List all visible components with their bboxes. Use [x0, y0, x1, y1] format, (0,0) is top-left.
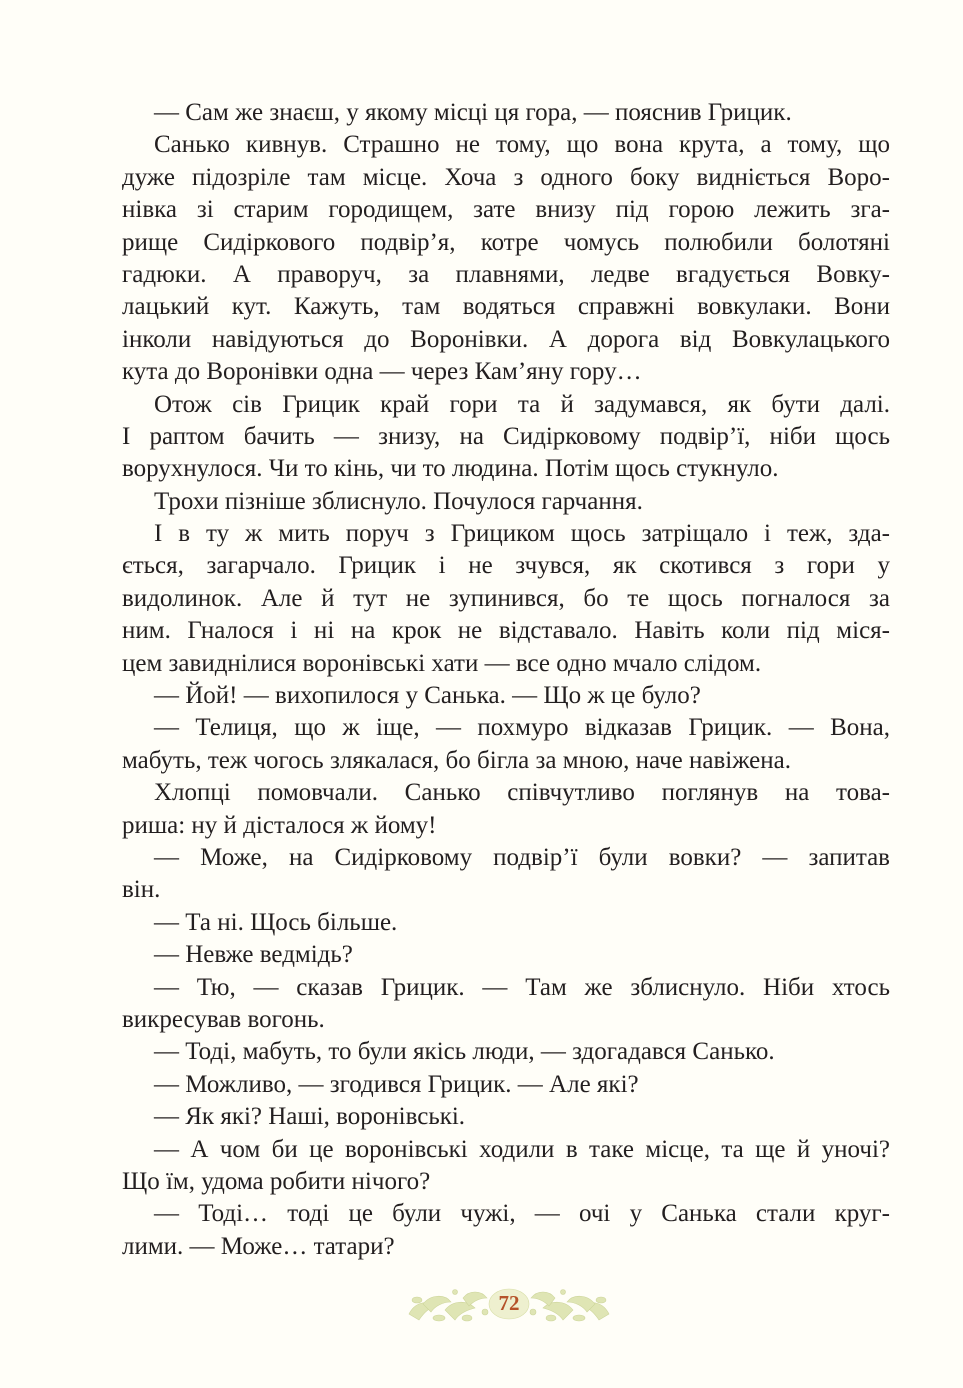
text-line: — Тоді… тоді це були чужі, — очі у Санька стали круг-	[154, 1200, 890, 1228]
text-line: дуже підозріле там місце. Хоча з одного боку видніється Воро-	[122, 163, 890, 191]
text-line: — А чом би це воронівські ходили в таке місце, та ще й уночі?	[154, 1135, 890, 1163]
text-line: рище Сидіркового подвір’я, котре чомусь полюбили болотяні	[122, 228, 890, 256]
text-line: — Та ні. Щось більше.	[154, 908, 398, 936]
text-line: інколи навідуються до Воронівки. А дорога від Вовкулацького	[122, 325, 890, 353]
text-line: цем завиднілися воронівські хати — все одно мчало слідом.	[122, 649, 762, 677]
text-line: Санько кивнув. Страшно не тому, що вона крута, а тому, що	[154, 131, 890, 159]
text-line: — Може, на Сидірковому подвір’ї були вовки? — запитав	[154, 843, 890, 871]
text-line: лацький кут. Кажуть, там водяться справжні вовкулаки. Вони	[122, 293, 890, 321]
text-line: — Сам же знаєш, у якому місці ця гора, — пояснив Грицик.	[154, 99, 792, 126]
text-line: І раптом бачить — знизу, на Сидірковому подвір’ї, ніби щось	[122, 422, 890, 450]
text-line: — Йой! — вихопилося у Санька. — Що ж це було?	[154, 682, 701, 710]
text-line: — Можливо, — згодився Грицик. — Але які?	[154, 1070, 639, 1098]
text-line: він.	[122, 876, 161, 904]
text-line: — Телиця, що ж іще, — похмуро відказав Грицик. — Вона,	[154, 714, 890, 742]
text-line: риша: ну й дісталося ж йому!	[122, 811, 437, 839]
text-line: — Тю, — сказав Грицик. — Там же зблиснуло. Ніби хтось	[154, 973, 890, 1001]
text-line: — Як які? Наші, воронівські.	[154, 1103, 466, 1131]
text-line: Трохи пізніше зблиснуло. Почулося гарчання.	[154, 487, 643, 515]
text-line: І в ту ж мить поруч з Грициком щось затріщало і теж, зда-	[154, 520, 890, 548]
text-line: нівка зі старим городищем, зате внизу під горою лежить зга-	[122, 196, 890, 224]
text-line: Хлопці помовчали. Санько співчутливо поглянув на това-	[154, 779, 890, 807]
text-line: ним. Гналося і ні на крок не відставало. Навіть коли під міся-	[122, 617, 890, 645]
text-line: Отож сів Грицик край гори та й задумався, як бути далі.	[154, 390, 890, 418]
text-line: лими. — Може… татари?	[122, 1232, 395, 1260]
text-line: гадюки. А праворуч, за плавнями, ледве вгадується Вовку-	[122, 260, 890, 288]
page-footer	[405, 1284, 613, 1326]
text-line: — Невже ведмідь?	[154, 941, 353, 969]
text-line: ворухнулося. Чи то кінь, чи то людина. Потім щось стукнуло.	[122, 455, 779, 483]
text-line: мабуть, теж чогось злякалася, бо бігла за мною, наче навіжена.	[122, 746, 791, 774]
text-line: Що їм, удома робити нічого?	[122, 1167, 431, 1195]
story-text	[122, 97, 890, 1263]
text-line: — Тоді, мабуть, то були якісь люди, — здогадався Санько.	[154, 1038, 775, 1066]
text-line: ється, загарчало. Грицик і не зчувся, як скотився з гори у	[122, 552, 890, 580]
text-line: видолинок. Але й тут не зупинився, бо те щось погналося за	[122, 584, 890, 612]
page-number: 72	[498, 1291, 520, 1315]
text-line: викресував вогонь.	[122, 1005, 325, 1033]
text-line: кута до Воронівки одна — через Кам’яну гору…	[122, 358, 642, 386]
